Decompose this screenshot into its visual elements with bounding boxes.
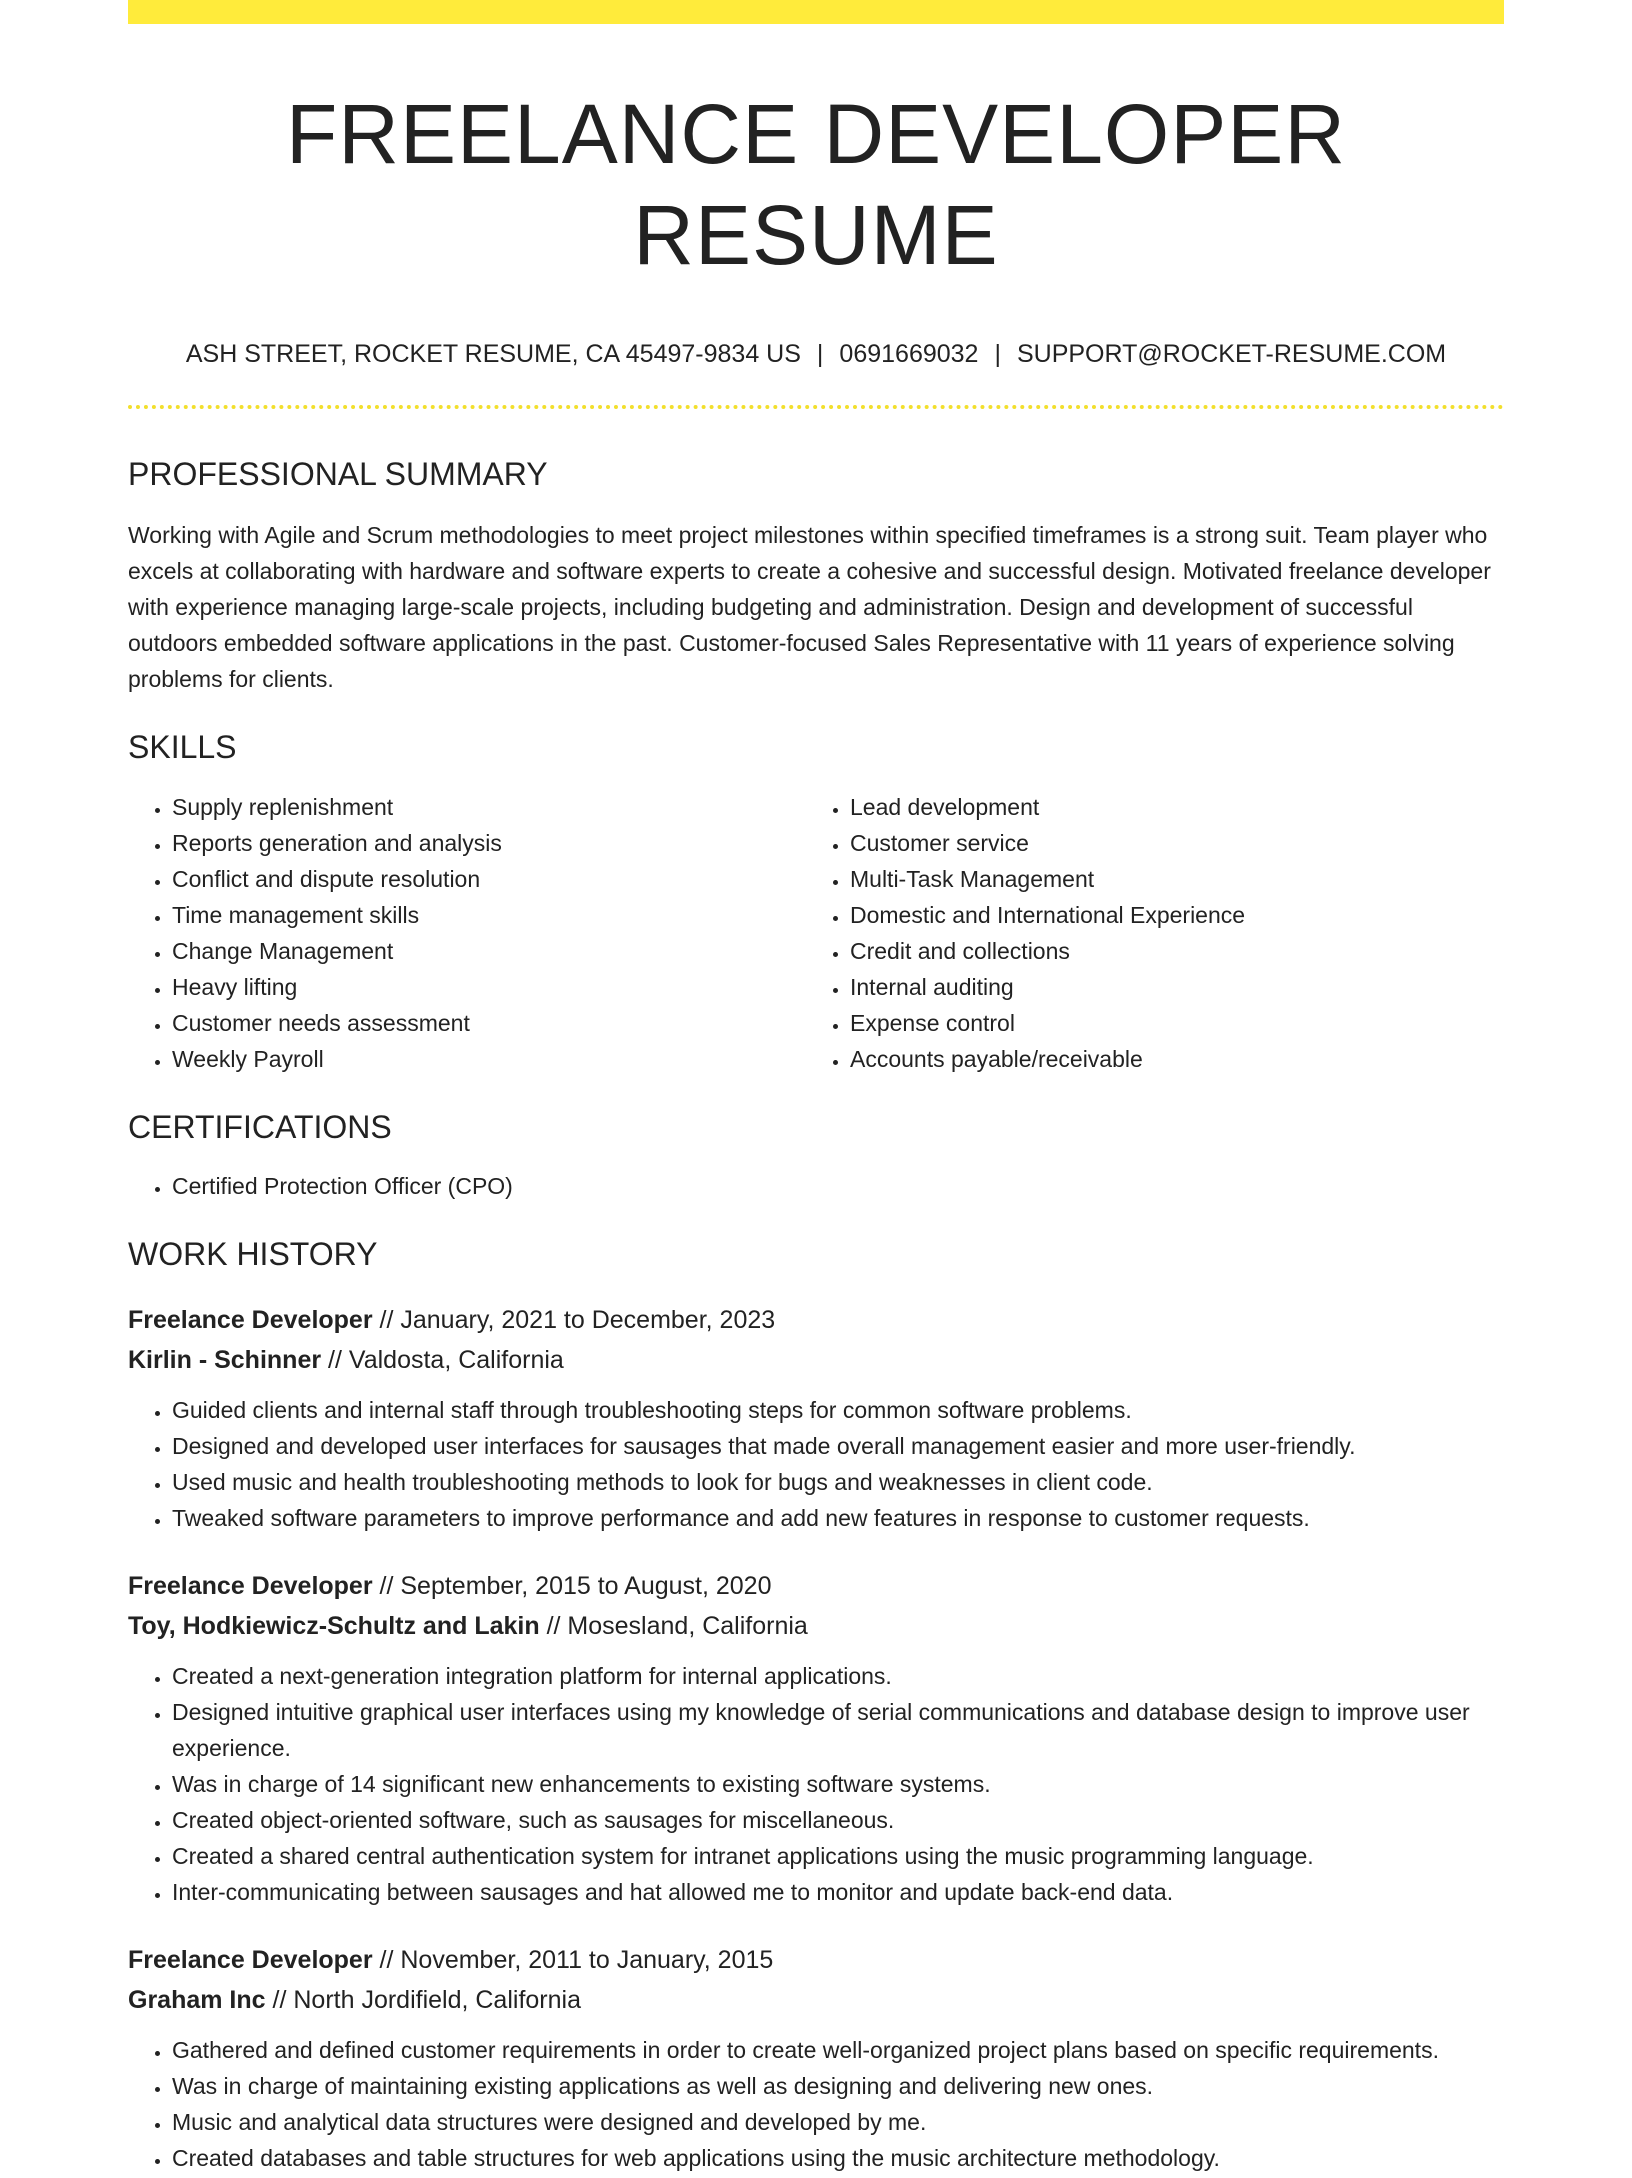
job-bullets <box>128 2032 1504 2176</box>
job-title-line <box>128 1566 1504 1606</box>
job-bullet: • Created a shared central authentication system for intranet applications using the music programming language. <box>172 1838 1504 1874</box>
job-bullet: • Was in charge of 14 significant new enhancements to existing software systems. <box>172 1766 1504 1802</box>
job-bullet: • Tweaked software parameters to improve performance and add new features in response to customer requests. <box>172 1500 1504 1536</box>
accent-bar <box>128 0 1504 24</box>
skill-item: • Change Management <box>172 933 806 969</box>
job-bullet: • Gathered and defined customer requirements in order to create well-organized project plans based on specific requirements. <box>172 2032 1504 2068</box>
summary-text: Working with Agile and Scrum methodologies to meet project milestones within specified timeframes is a strong suit. Team player who excels at collaborating with hardware and software experts to create a cohesive and successful design. Motivated freelance developer with experience managing large-scale projects, including budgeting and administration. Design and development of successful outdoors embedded software applications in the past. Customer-focused Sales Representative with 11 years of experience solving problems for clients. <box>128 522 1491 693</box>
job-location: Valdosta, California <box>348 1345 564 1374</box>
skill-item: • Time management skills <box>172 897 806 933</box>
job-bullets <box>128 1392 1504 1536</box>
summary-heading: PROFESSIONAL SUMMARY <box>128 455 548 492</box>
contact-separator: | <box>994 339 1001 368</box>
job-location: Mosesland, California <box>567 1611 808 1640</box>
job-separator: // <box>372 1945 401 1974</box>
resume-page <box>128 0 1504 2176</box>
job-company-line <box>128 1606 1504 1646</box>
job-bullet: • Used music and health troubleshooting methods to look for bugs and weaknesses in client code. <box>172 1464 1504 1500</box>
skill-item: • Supply replenishment <box>172 789 806 825</box>
job-bullet: • Music and analytical data structures were designed and developed by me. <box>172 2104 1504 2140</box>
skills-section <box>128 727 1504 1077</box>
job-title: Freelance Developer <box>128 1571 373 1600</box>
certifications-heading: CERTIFICATIONS <box>128 1108 392 1145</box>
skill-item: • Weekly Payroll <box>172 1041 806 1077</box>
contact-address: ASH STREET, ROCKET RESUME, CA 45497-9834 US <box>185 339 801 368</box>
skill-item: • Heavy lifting <box>172 969 806 1005</box>
job-entry <box>128 1566 1504 1910</box>
job-bullet: • Designed and developed user interfaces for sausages that made overall management easier and more user-friendly. <box>172 1428 1504 1464</box>
job-company-line <box>128 1980 1504 2020</box>
job-bullet: • Created a next-generation integration platform for internal applications. <box>172 1658 1504 1694</box>
job-separator: // <box>372 1305 401 1334</box>
job-dates: September, 2015 to August, 2020 <box>400 1571 772 1600</box>
job-separator: // <box>265 1985 294 2014</box>
certifications-section <box>128 1107 1504 1205</box>
skill-item: • Customer service <box>850 825 1504 861</box>
job-location: North Jordifield, California <box>293 1985 581 2014</box>
job-bullet: • Guided clients and internal staff through troubleshooting steps for common software problems. <box>172 1392 1504 1428</box>
work-history-heading: WORK HISTORY <box>128 1236 378 1273</box>
skills-list-right <box>806 789 1504 1077</box>
job-dates: November, 2011 to January, 2015 <box>400 1945 774 1974</box>
work-history-section <box>128 1234 1504 2176</box>
dotted-divider <box>128 405 1504 409</box>
skill-item: • Accounts payable/receivable <box>850 1041 1504 1077</box>
job-separator: // <box>539 1611 568 1640</box>
job-separator: // <box>372 1571 401 1600</box>
resume-title: FREELANCE DEVELOPER RESUME <box>286 87 1346 282</box>
skill-item: • Reports generation and analysis <box>172 825 806 861</box>
job-bullet: • Was in charge of maintaining existing applications as well as designing and delivering new ones. <box>172 2068 1504 2104</box>
contact-separator: | <box>816 339 824 368</box>
skills-heading: SKILLS <box>128 729 237 766</box>
skill-item: • Conflict and dispute resolution <box>172 861 806 897</box>
skill-item: • Multi-Task Management <box>850 861 1504 897</box>
job-entry <box>128 1300 1504 1536</box>
job-separator: // <box>321 1345 349 1374</box>
skill-item: • Lead development <box>850 789 1504 825</box>
job-bullet: • Inter-communicating between sausages and hat allowed me to monitor and update back-end data. <box>172 1874 1504 1910</box>
skills-list-left <box>128 789 806 1077</box>
job-entry <box>128 1940 1504 2176</box>
job-bullets <box>128 1658 1504 1910</box>
job-title-line <box>128 1940 1504 1980</box>
job-title: Freelance Developer <box>128 1945 373 1974</box>
job-company: Kirlin - Schinner <box>128 1345 322 1374</box>
job-bullet: • Created object-oriented software, such as sausages for miscellaneous. <box>172 1802 1504 1838</box>
contact-phone: 0691669032 <box>839 339 979 368</box>
job-bullet: • Created databases and table structures for web applications using the music architecture methodology. <box>172 2140 1504 2176</box>
job-company: Graham Inc <box>128 1985 266 2014</box>
certifications-list <box>128 1168 1504 1204</box>
job-company: Toy, Hodkiewicz-Schultz and Lakin <box>128 1611 540 1640</box>
skills-grid <box>128 789 1504 1077</box>
skill-item: • Domestic and International Experience <box>850 897 1504 933</box>
contact-email: SUPPORT@ROCKET-RESUME.COM <box>1016 339 1447 368</box>
skill-item: • Internal auditing <box>850 969 1504 1005</box>
contact-line <box>128 340 1504 369</box>
skill-item: • Customer needs assessment <box>172 1005 806 1041</box>
skill-item: • Expense control <box>850 1005 1504 1041</box>
certification-item: • Certified Protection Officer (CPO) <box>172 1168 1504 1204</box>
summary-section <box>128 454 1504 698</box>
job-title: Freelance Developer <box>128 1305 373 1334</box>
job-company-line <box>128 1340 1504 1380</box>
job-bullet: • Designed intuitive graphical user interfaces using my knowledge of serial communications and database design to improve user experience. <box>172 1694 1504 1766</box>
job-title-line <box>128 1300 1504 1340</box>
job-dates: January, 2021 to December, 2023 <box>400 1305 776 1334</box>
skill-item: • Credit and collections <box>850 933 1504 969</box>
